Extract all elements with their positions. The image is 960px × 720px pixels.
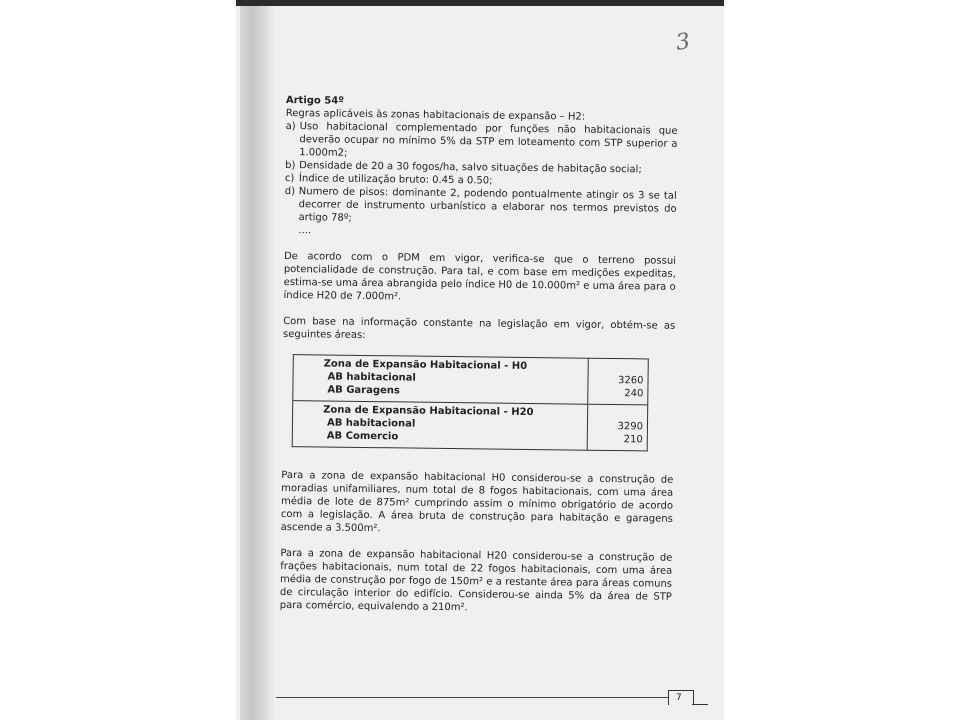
page-number: 7: [676, 693, 682, 703]
paragraph-intro-table: Com base na informação constante na legislação em vigor, obtém-se as seguintes áreas:: [282, 315, 676, 341]
zone-h0-title: Zona de Expansão Habitacional - H0: [323, 358, 528, 372]
zone-h0-row2-value: 240: [624, 388, 644, 400]
list-text: Densidade de 20 a 30 fogos/ha, salvo situações de habitação social;: [299, 160, 642, 176]
paragraph-h20: Para a zona de expansão habitacional H20 considerou-se a construção de frações habitacionais, num total de 22 fogos habitacionais, com uma área média de construção por fogo de 150m² e a restante área para áreas comuns de circulação interior do edifício. Considerou-se ainda 5% da área de STP para comércio, equivalendo a 210m².: [279, 547, 673, 614]
areas-table-wrap: [292, 354, 649, 451]
footer-rule: [276, 697, 668, 698]
document-body: [280, 94, 678, 617]
list-text: Numero de pisos: dominante 2, podendo pontualmente atingir os 3 se tal decorrer de instrumento urbanístico a elaborar nos termos previstos do artigo 78º;: [298, 186, 677, 224]
list-item: [285, 120, 677, 164]
article-intro: Regras aplicáveis às zonas habitacionais de expansão – H2:: [285, 107, 586, 123]
list-text: Índice de utilização bruto: 0.45 a 0.50;: [298, 173, 493, 187]
list-marker: c): [284, 172, 295, 185]
list-item: [284, 185, 676, 229]
value-divider: [588, 404, 647, 406]
paragraph-h0: Para a zona de expansão habitacional H0 considerou-se a construção de moradias unifamiliares, num total de 8 fogos habitacionais, com uma área média de lote de 875m² cumprindo assim o mínimo obrigatório de acordo com a legislação. A área bruta de construção para habitação e garagens ascende a 3.500m².: [280, 469, 674, 535]
labels-cell: [292, 355, 588, 451]
list-marker: a): [285, 120, 296, 133]
areas-table: [292, 354, 649, 451]
zone-h0-row2-label: AB Garagens: [327, 384, 400, 397]
list-marker: b): [285, 159, 296, 172]
list-marker: d): [284, 185, 296, 198]
zone-h20-row1-value: 3290: [617, 421, 644, 433]
paragraph-pdm: De acordo com o PDM em vigor, verifica-se que o terreno possui potencialidade de construção. Para tal, e com base em medições expeditas, estima-se uma área abrangida pelo índice H0 de 10.000m² e uma área para o índice H20 de 7.000m².: [283, 250, 677, 303]
zone-h0-row1-label: AB habitacional: [327, 371, 416, 384]
zone-h0-row1-value: 3260: [618, 375, 644, 387]
table-row: [292, 355, 648, 451]
article-heading: Artigo 54º: [285, 94, 344, 107]
ellipsis: ....: [298, 225, 312, 237]
rules-list: [284, 120, 677, 229]
values-cell: [587, 358, 648, 451]
zone-h20-title: Zona de Expansão Habitacional - H20: [323, 404, 534, 419]
zone-h20-row1-label: AB habitacional: [326, 417, 416, 430]
handwritten-page-mark: 3: [674, 29, 692, 56]
footer-rule-tail: [692, 704, 708, 705]
page-gutter-shadow: [240, 6, 274, 720]
zone-h20-row2-label: AB Comercio: [326, 430, 399, 443]
list-text: Uso habitacional complementado por funções não habitacionais que deverão ocupar no mínimo 5% da STP em loteamento com STP superior a 1.000m2;: [299, 121, 678, 159]
zone-h20-row2-value: 210: [623, 434, 643, 446]
